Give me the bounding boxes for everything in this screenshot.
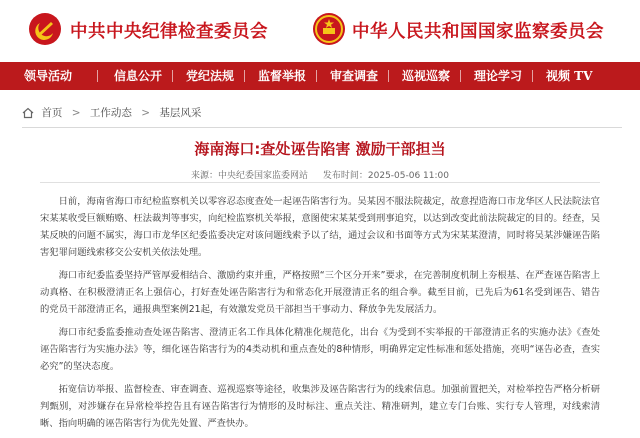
- nav-item-investigation[interactable]: 审查调查: [330, 69, 379, 83]
- site-title-nsc[interactable]: 中华人民共和国国家监察委员会: [352, 22, 604, 42]
- article-date: 发布时间：2025-05-06 11:00: [322, 171, 449, 181]
- nav-item-leadership[interactable]: 领导活动: [24, 69, 73, 83]
- nav-item-disclosure[interactable]: 信息公开: [114, 69, 163, 83]
- nav-separator: [532, 70, 533, 82]
- nav-separator: [244, 70, 245, 82]
- masthead: [0, 0, 640, 62]
- nav-item-theory[interactable]: 理论学习: [474, 69, 523, 83]
- nav-item-report[interactable]: 监督举报: [258, 69, 307, 83]
- article-paragraph: 海口市纪委监委推动查处诬告陷害、澄清正名工作具体化精准化规范化，出台《为受到不实举报的干部澄清正名的实施办法》《查处诬告陷害行为实施办法》等，细化诬告陷害行为的4类动机和重点查处的8种情形，明确界定定性标准和惩处措施，亮明“诬告必查，查实必究”的坚决态度。: [40, 327, 600, 372]
- party-emblem-icon: [28, 12, 62, 46]
- breadcrumb-divider: [22, 127, 622, 128]
- nav-item-regulations[interactable]: 党纪法规: [186, 69, 235, 83]
- article-paragraph: 拓宽信访举报、监督检查、审查调查、巡视巡察等途径，收集涉及诬告陷害行为的线索信息。加强前置把关，对检举控告严格分析研判甄别，对涉嫌存在异常检举控告且有诬告陷害行为情形的及时标注、重点关注、精准研判，建立专门台账、实行专人管理，对线索清晰、指向明确的诬告陷害行为优先处置、严查快办。: [40, 384, 600, 429]
- nav-item-video[interactable]: 视频 TV: [546, 69, 593, 83]
- site-title-ccdi[interactable]: 中共中央纪律检查委员会: [70, 22, 268, 42]
- meta-divider: [40, 182, 600, 183]
- nav-separator: [97, 70, 98, 82]
- article-body: [40, 193, 600, 438]
- article-paragraph: 日前，海南省海口市纪检监察机关以零容忍态度查处一起诬告陷害行为。吴某因不服法院裁定，故意捏造海口市龙华区人民法院法官宋某某收受巨额贿赂、枉法裁判等事实，向纪检监察机关举报，意图使宋某某受到刑事追究，以达到改变此前法院裁定的目的。经查，吴某反映的问题不属实，海口市龙华区纪委监委决定对该问题线索予以了结，通过会议和书面等方式为宋某某澄清，同时将吴某涉嫌诬告陷害犯罪问题线索移交公安机关依法处理。: [40, 196, 600, 258]
- breadcrumb: [22, 105, 201, 121]
- nav-separator: [316, 70, 317, 82]
- breadcrumb-separator: >: [71, 106, 81, 119]
- article-paragraph: 海口市纪委监委坚持严管厚爱相结合、激励约束并重，严格按照“三个区分开来”要求，在完善制度机制上夯根基、在严查诬告陷害上动真格、在积极澄清正名上强信心，打好查处诬告陷害行为和常态化开展澄清正名的组合拳。截至目前，已先后为61名受到诬告、错告的党员干部澄清正名，通报典型案例21起，有效激发党员干部担当干事动力、释放争先发展活力。: [40, 270, 600, 315]
- home-icon: [22, 107, 34, 119]
- breadcrumb-separator: >: [141, 106, 150, 119]
- breadcrumb-home[interactable]: 首页: [41, 107, 63, 119]
- breadcrumb-work-news[interactable]: 工作动态: [89, 107, 132, 119]
- national-emblem-icon: [312, 12, 346, 46]
- nav-separator: [388, 70, 389, 82]
- nav-separator: [172, 70, 173, 82]
- main-nav: [0, 62, 640, 90]
- article-meta: [0, 168, 640, 181]
- article-title: 海南海口:查处诬告陷害 激励干部担当: [194, 140, 446, 158]
- breadcrumb-grassroots[interactable]: 基层风采: [159, 107, 202, 119]
- nav-separator: [460, 70, 461, 82]
- article-source: 来源：中央纪委国家监委网站: [191, 171, 309, 181]
- nav-item-inspection[interactable]: 巡视巡察: [402, 69, 451, 83]
